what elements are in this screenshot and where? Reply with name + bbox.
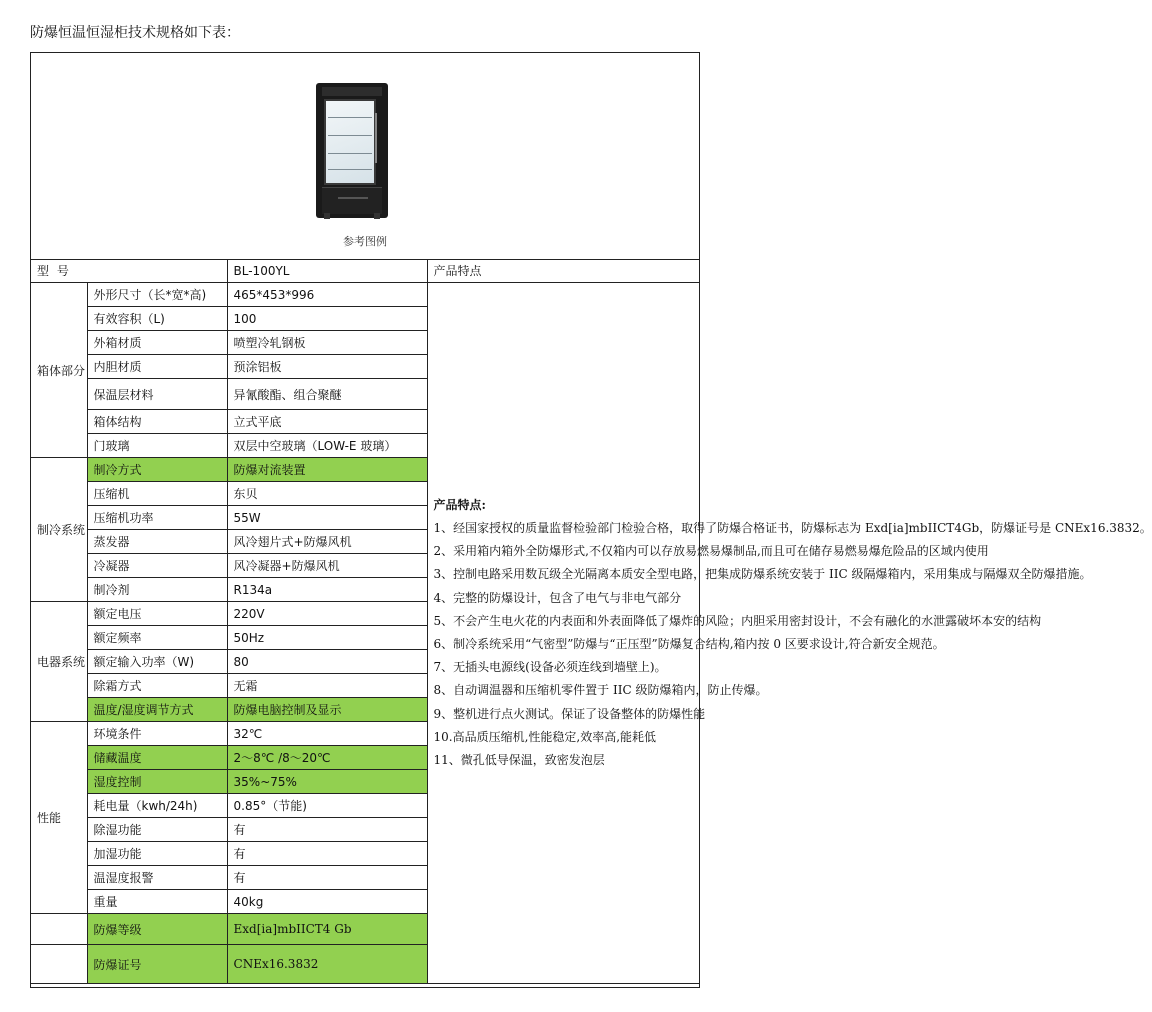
blank-cell — [31, 945, 87, 984]
spec-label: 除湿功能 — [87, 818, 227, 842]
feature-item: 9、整机进行点火测试。保证了设备整体的防爆性能 — [433, 706, 706, 721]
spec-label: 耗电量（kwh/24h) — [87, 794, 227, 818]
spec-label: 温湿度报警 — [87, 866, 227, 890]
section-name: 电器系统 — [31, 602, 87, 722]
spec-value: 100 — [227, 307, 427, 331]
spec-label: 压缩机功率 — [87, 506, 227, 530]
feature-item: 10.高品质压缩机,性能稳定,效率高,能耗低 — [433, 729, 657, 744]
spec-label: 环境条件 — [87, 722, 227, 746]
spec-label: 防爆等级 — [87, 914, 227, 945]
spec-value: 防爆对流装置 — [227, 458, 427, 482]
spec-label: 额定输入功率（W) — [87, 650, 227, 674]
feature-item: 4、完整的防爆设计，包含了电气与非电气部分 — [433, 590, 682, 605]
feature-item: 1、经国家授权的质量监督检验部门检验合格，取得了防爆合格证书，防爆标志为 Exd[ia]mbIICT4Gb，防爆证号是 CNEx16.3832。 — [433, 520, 1152, 535]
spec-value: 异氰酸酯、组合聚醚 — [227, 379, 427, 410]
features-header: 产品特点 — [427, 259, 699, 283]
spec-value: 无霜 — [227, 674, 427, 698]
spec-value: 东贝 — [227, 482, 427, 506]
spec-value: 2～8℃ /8～20℃ — [227, 746, 427, 770]
table-row — [31, 283, 699, 307]
reference-image-section — [31, 53, 699, 260]
spec-value: 0.85°（节能) — [227, 794, 427, 818]
spec-value: 双层中空玻璃（LOW-E 玻璃） — [227, 434, 427, 458]
section-name: 制冷系统 — [31, 458, 87, 602]
image-caption: 参考图例 — [343, 235, 387, 248]
spec-value: CNEx16.3832 — [227, 945, 427, 984]
feature-item: 5、不会产生电火花的内表面和外表面降低了爆炸的风险；内胆采用密封设计，不会有融化的水泄露破坏本安的结构 — [433, 613, 1042, 628]
model-value: BL-100YL — [227, 259, 427, 283]
spec-label: 加湿功能 — [87, 842, 227, 866]
feature-item: 11、微孔低导保温，致密发泡层 — [433, 753, 605, 768]
spec-label: 冷凝器 — [87, 554, 227, 578]
spec-value: 有 — [227, 866, 427, 890]
features-title: 产品特点: — [433, 497, 486, 512]
spec-label: 防爆证号 — [87, 945, 227, 984]
page-title: 防爆恒温恒湿柜技术规格如下表： — [30, 25, 240, 41]
feature-item: 6、制冷系统采用“气密型”防爆与“正压型”防爆复合结构,箱内按 0 区要求设计,符合新安全规范。 — [433, 637, 945, 651]
features-panel — [427, 283, 1152, 984]
spec-label: 温度/湿度调节方式 — [87, 698, 227, 722]
spec-value: 立式平底 — [227, 410, 427, 434]
spec-value: 35%~75% — [227, 770, 427, 794]
spec-label: 门玻璃 — [87, 434, 227, 458]
spec-label: 制冷剂 — [87, 578, 227, 602]
spec-label: 箱体结构 — [87, 410, 227, 434]
blank-cell — [31, 914, 87, 945]
feature-item: 2、采用箱内箱外全防爆形式,不仅箱内可以存放易燃易爆制品,而且可在储存易燃易爆危险品的区域内使用 — [433, 544, 989, 559]
spec-label: 储藏温度 — [87, 746, 227, 770]
spec-value: 55W — [227, 506, 427, 530]
feature-item: 7、无插头电源线(设备必须连线到墙壁上)。 — [433, 660, 667, 675]
spec-value: 有 — [227, 818, 427, 842]
section-name: 箱体部分 — [31, 283, 87, 458]
spec-label: 制冷方式 — [87, 458, 227, 482]
section-name: 性能 — [31, 722, 87, 914]
spec-value: 防爆电脑控制及显示 — [227, 698, 427, 722]
spec-value: 风冷翅片式+防爆风机 — [227, 530, 427, 554]
spec-value: 喷塑冷轧钢板 — [227, 331, 427, 355]
model-label: 型 号 — [31, 259, 227, 283]
spec-label: 内胆材质 — [87, 355, 227, 379]
cabinet-image — [316, 83, 388, 218]
spec-value: 32℃ — [227, 722, 427, 746]
feature-item: 3、控制电路采用数瓦级全光隔离本质安全型电路，把集成防爆系统安装于 IIC 级隔爆箱内，采用集成与隔爆双全防爆措施。 — [433, 567, 1092, 582]
spec-label: 蒸发器 — [87, 530, 227, 554]
spec-table — [31, 259, 1152, 984]
spec-value: 220V — [227, 602, 427, 626]
spec-value: 40kg — [227, 890, 427, 914]
spec-label: 额定电压 — [87, 602, 227, 626]
spec-label: 保温层材料 — [87, 379, 227, 410]
spec-value: 预涂铝板 — [227, 355, 427, 379]
spec-value: 50Hz — [227, 626, 427, 650]
spec-label: 压缩机 — [87, 482, 227, 506]
model-row — [31, 259, 699, 283]
spec-label: 额定频率 — [87, 626, 227, 650]
spec-value: 80 — [227, 650, 427, 674]
spec-label: 外形尺寸（长*宽*高) — [87, 283, 227, 307]
spec-label: 外箱材质 — [87, 331, 227, 355]
feature-item: 8、自动调温器和压缩机零件置于 IIC 级防爆箱内，防止传爆。 — [433, 683, 768, 698]
spec-sheet — [30, 52, 1152, 988]
spec-label: 湿度控制 — [87, 770, 227, 794]
spec-label: 重量 — [87, 890, 227, 914]
spec-value: 465*453*996 — [227, 283, 427, 307]
spec-value: R134a — [227, 578, 427, 602]
spec-value: 有 — [227, 842, 427, 866]
spec-label: 有效容积（L) — [87, 307, 227, 331]
spec-value: 风冷凝器+防爆风机 — [227, 554, 427, 578]
spec-label: 除霜方式 — [87, 674, 227, 698]
spec-value: Exd[ia]mbIICT4 Gb — [227, 914, 427, 945]
